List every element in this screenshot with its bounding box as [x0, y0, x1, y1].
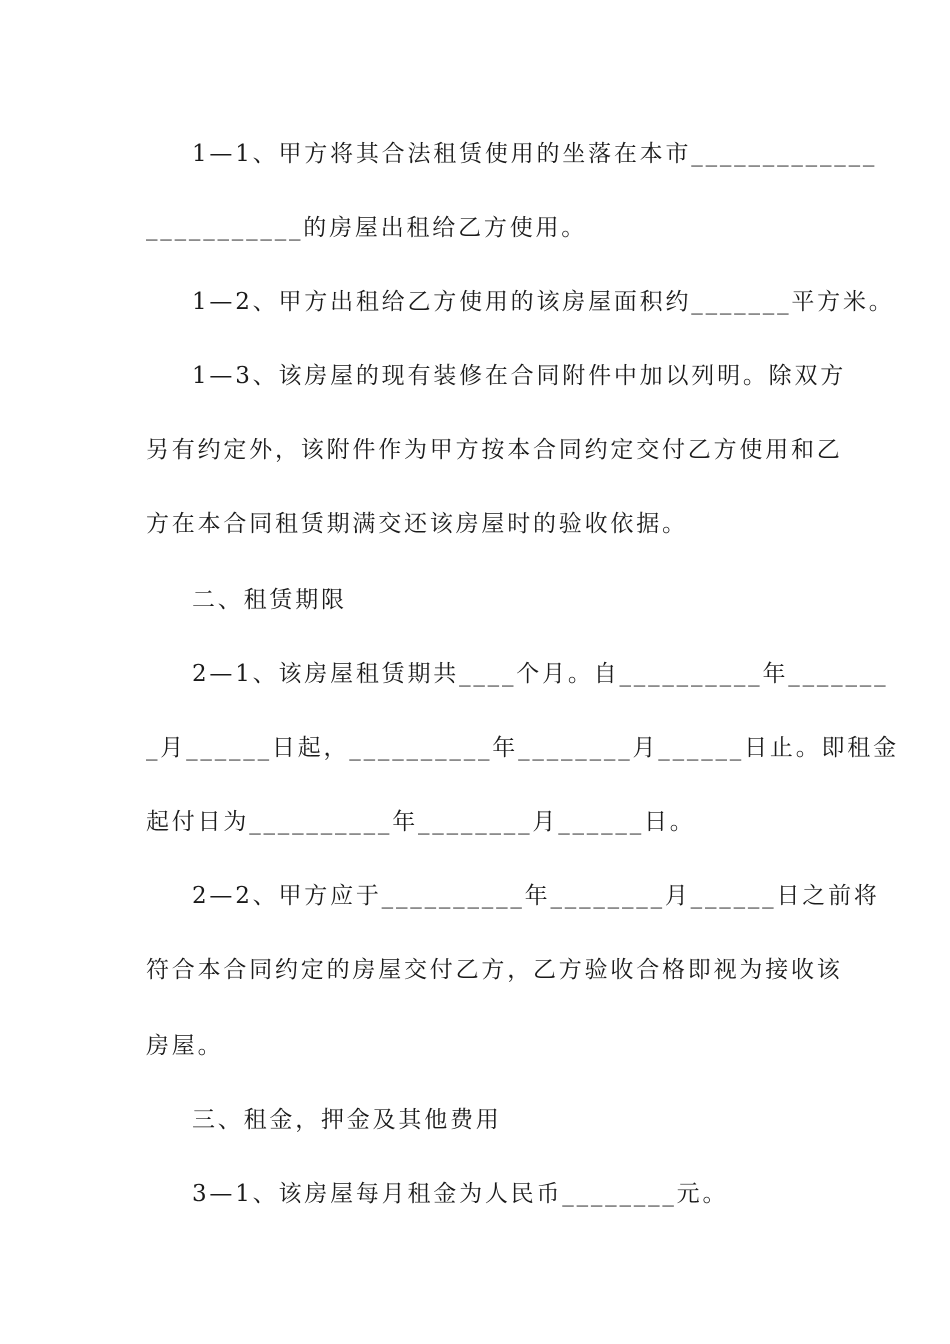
- clause-1-2: 1—2、甲方出租给乙方使用的该房屋面积约_______平方米。: [192, 289, 895, 315]
- section-heading-rent-deposit: 三、租金，押金及其他费用: [192, 1107, 502, 1133]
- clause-1-1-line-1: 1—1、甲方将其合法租赁使用的坐落在本市_____________: [192, 141, 878, 167]
- clause-1-3-line-3: 方在本合同租赁期满交还该房屋时的验收依据。: [146, 511, 688, 537]
- clause-2-2-line-2: 符合本合同约定的房屋交付乙方，乙方验收合格即视为接收该: [146, 957, 843, 983]
- clause-3-1: 3—1、该房屋每月租金为人民币________元。: [192, 1181, 729, 1207]
- clause-1-1-line-2: ___________的房屋出租给乙方使用。: [146, 215, 588, 241]
- clause-2-1-line-2: _月______日起，__________年________月______日止。即租金: [146, 735, 899, 761]
- clause-1-3-line-2: 另有约定外，该附件作为甲方按本合同约定交付乙方使用和乙: [146, 437, 843, 463]
- clause-2-1-line-3: 起付日为__________年________月______日。: [146, 809, 696, 835]
- section-heading-lease-term: 二、租赁期限: [192, 587, 347, 613]
- clause-2-1-line-1: 2—1、该房屋租赁期共____个月。自__________年_______: [192, 661, 889, 687]
- clause-1-3-line-1: 1—3、该房屋的现有装修在合同附件中加以列明。除双方: [192, 363, 847, 389]
- clause-2-2-line-1: 2—2、甲方应于__________年________月______日之前将: [192, 883, 880, 909]
- clause-2-2-line-3: 房屋。: [146, 1033, 224, 1059]
